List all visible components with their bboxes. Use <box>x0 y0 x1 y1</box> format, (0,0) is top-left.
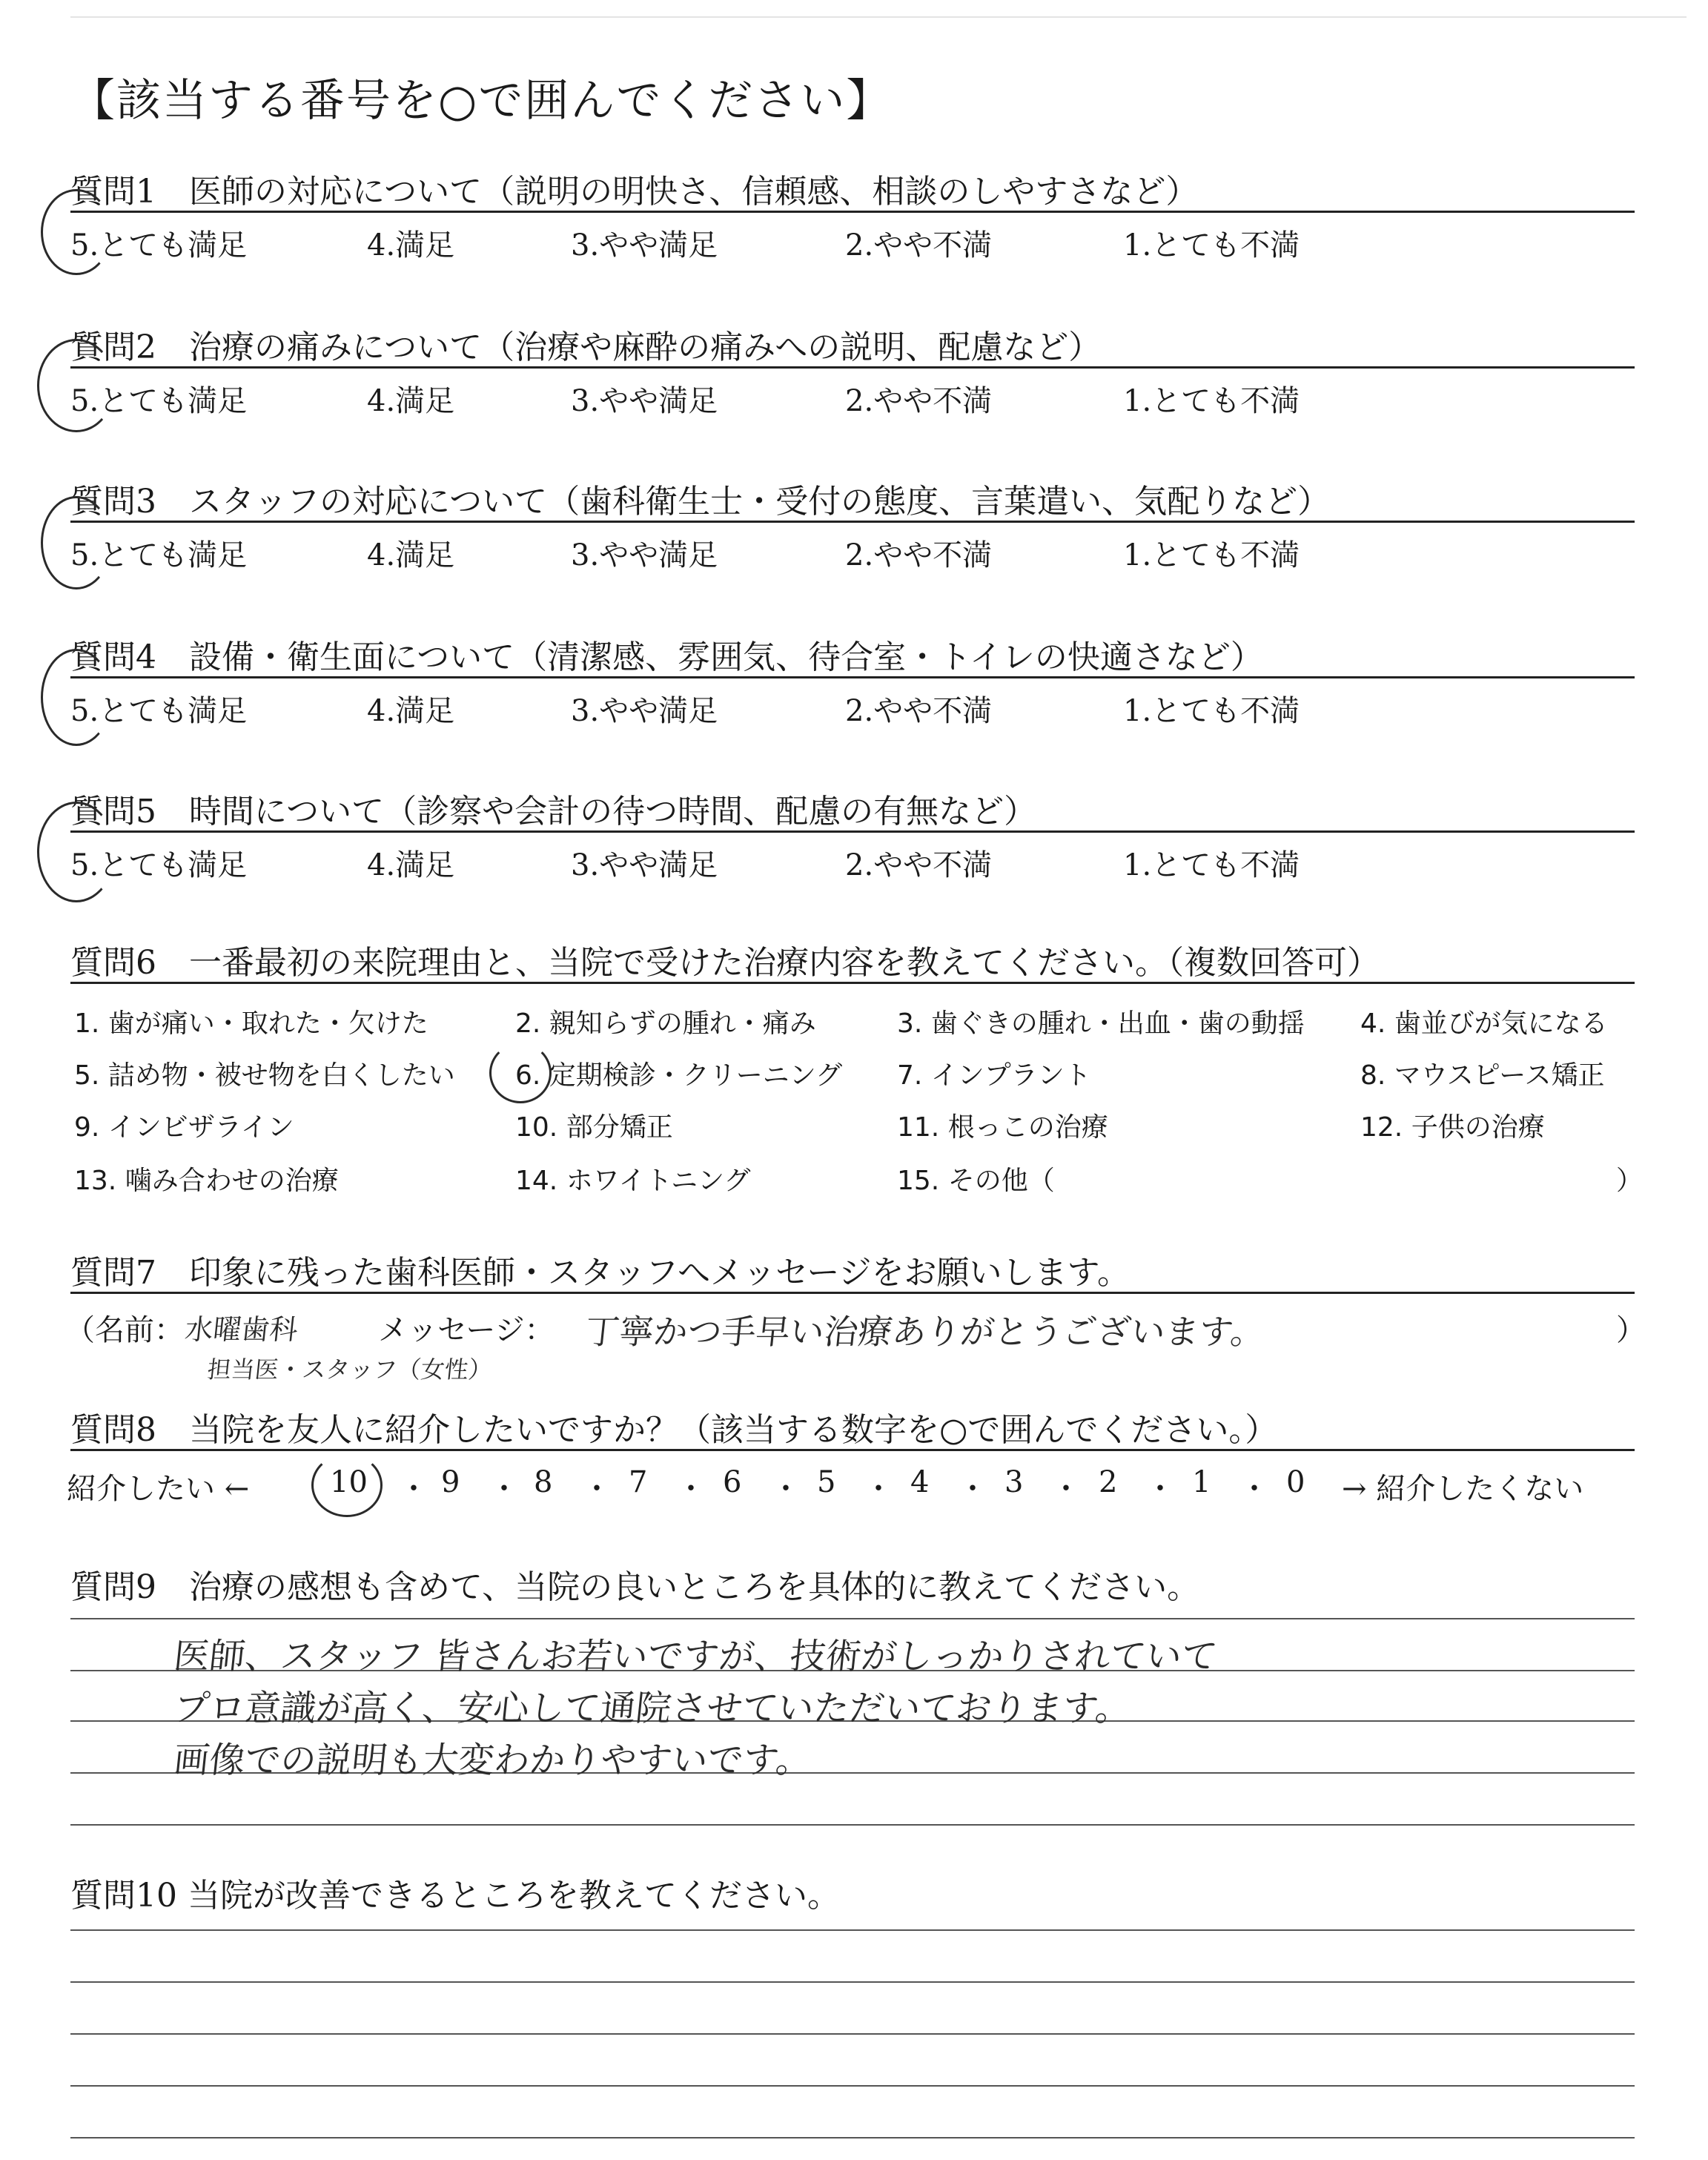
question-3 <box>70 475 1635 575</box>
q8-dot: ・ <box>399 1472 428 1506</box>
question-1-title: 質問1 医師の対応について（説明の明快さ、信頼感、相談のしやすさなど） <box>70 173 1199 211</box>
q5-option-3[interactable]: 3.やや満足 <box>571 848 718 882</box>
q9-answer-text-3[interactable]: 画像での説明も大変わかりやすいです。 <box>171 1740 814 1781</box>
q2-selection-circle <box>37 339 116 432</box>
question-1-options <box>70 213 1635 265</box>
question-10-title: 質問10 当院が改善できるところを教えてください。 <box>70 1877 840 1915</box>
question-4 <box>70 630 1635 730</box>
q8-value-1[interactable]: 1 <box>1192 1465 1211 1499</box>
q8-value-3[interactable]: 3 <box>1004 1465 1024 1499</box>
q3-option-2[interactable]: 2.やや不満 <box>845 538 993 572</box>
q6-option-5[interactable]: 5. 詰め物・被せ物を白くしたい <box>74 1060 455 1091</box>
q8-dot: ・ <box>864 1472 893 1506</box>
q5-option-2[interactable]: 2.やや不満 <box>845 848 993 882</box>
q2-option-5[interactable]: 5.とても満足 <box>70 384 248 418</box>
q8-dot: ・ <box>1051 1472 1081 1506</box>
question-1 <box>70 165 1635 265</box>
q7-name-label: （名前： <box>65 1313 184 1347</box>
q8-dot: ・ <box>582 1472 612 1506</box>
q6-option-3[interactable]: 3. 歯ぐきの腫れ・出血・歯の動揺 <box>897 1008 1305 1039</box>
q9-answer-text-1[interactable]: 医師、スタッフ 皆さんお若いですが、技術がしっかりされていて <box>171 1636 1219 1677</box>
question-6 <box>70 936 1635 984</box>
q5-option-4[interactable]: 4.満足 <box>367 848 455 882</box>
q6-option-12[interactable]: 12. 子供の治療 <box>1360 1112 1545 1143</box>
q4-option-1[interactable]: 1.とても不満 <box>1123 694 1300 728</box>
q9-answer-line <box>70 1824 1635 1826</box>
q2-option-1[interactable]: 1.とても不満 <box>1123 384 1300 418</box>
q8-dot: ・ <box>1145 1472 1175 1506</box>
q2-option-2[interactable]: 2.やや不満 <box>845 384 993 418</box>
question-5-title: 質問5 時間について（診察や会計の待つ時間、配慮の有無など） <box>70 793 1037 830</box>
q7-close-paren: ） <box>1616 1313 1646 1347</box>
q10-answer-line[interactable] <box>70 1929 1635 1931</box>
question-3-options <box>70 523 1635 575</box>
q5-option-5[interactable]: 5.とても満足 <box>70 848 248 882</box>
q4-option-3[interactable]: 3.やや満足 <box>571 694 718 728</box>
question-9 <box>70 1560 1635 1606</box>
q8-selection-circle <box>311 1453 383 1517</box>
q6-option-8[interactable]: 8. マウスピース矯正 <box>1360 1060 1605 1091</box>
q10-answer-line[interactable] <box>70 2033 1635 2035</box>
q8-value-4[interactable]: 4 <box>910 1465 930 1499</box>
question-2-options <box>70 369 1635 420</box>
q6-option-9[interactable]: 9. インビザライン <box>74 1112 294 1143</box>
question-7 <box>70 1246 1635 1294</box>
q8-dot: ・ <box>771 1472 801 1506</box>
q8-value-2[interactable]: 2 <box>1099 1465 1118 1499</box>
q6-option-13[interactable]: 13. 噛み合わせの治療 <box>74 1166 339 1196</box>
q8-dot: ・ <box>958 1472 987 1506</box>
q3-option-5[interactable]: 5.とても満足 <box>70 538 248 572</box>
q6-option-2[interactable]: 2. 親知らずの腫れ・痛み <box>515 1008 816 1039</box>
q6-option-15-close: ） <box>1616 1166 1644 1196</box>
q4-option-4[interactable]: 4.満足 <box>367 694 455 728</box>
question-8 <box>70 1403 1635 1451</box>
q8-value-8[interactable]: 8 <box>534 1465 553 1499</box>
question-3-title: 質問3 スタッフの対応について（歯科衛生士・受付の態度、言葉遣い、気配りなど） <box>70 483 1331 521</box>
question-2 <box>70 320 1635 420</box>
q8-value-0[interactable]: 0 <box>1286 1465 1305 1499</box>
question-5 <box>70 785 1635 885</box>
q4-option-2[interactable]: 2.やや不満 <box>845 694 993 728</box>
q7-name-value[interactable]: 水曜歯科 <box>183 1313 299 1346</box>
q8-right-label: → 紹介したくない <box>1342 1472 1584 1506</box>
question-4-options <box>70 678 1635 730</box>
top-border <box>70 16 1687 18</box>
q8-value-5[interactable]: 5 <box>817 1465 836 1499</box>
question-8-title: 質問8 当院を友人に紹介したいですか？（該当する数字を○で囲んでください。） <box>70 1411 1278 1449</box>
q9-answer-line <box>70 1618 1635 1619</box>
q10-answer-line[interactable] <box>70 2137 1635 2138</box>
q6-option-1[interactable]: 1. 歯が痛い・取れた・欠けた <box>74 1008 428 1039</box>
q2-option-3[interactable]: 3.やや満足 <box>571 384 718 418</box>
q1-option-2[interactable]: 2.やや不満 <box>845 228 993 262</box>
q6-option-6[interactable]: 6. 定期検診・クリーニング <box>515 1060 843 1091</box>
q8-dot: ・ <box>676 1472 706 1506</box>
question-7-title: 質問7 印象に残った歯科医師・スタッフへメッセージをお願いします。 <box>70 1254 1130 1292</box>
page-title: 【該当する番号を○で囲んでください】 <box>70 75 893 127</box>
q5-option-1[interactable]: 1.とても不満 <box>1123 848 1300 882</box>
q7-name-value-2[interactable]: 担当医・スタッフ（女性） <box>205 1355 494 1384</box>
q1-selection-circle <box>41 189 112 275</box>
question-8-rule <box>70 1449 1635 1451</box>
question-4-title: 質問4 設備・衛生面について（清潔感、雰囲気、待合室・トイレの快適さなど） <box>70 638 1263 676</box>
q6-option-7[interactable]: 7. インプラント <box>897 1060 1091 1091</box>
q1-option-1[interactable]: 1.とても不満 <box>1123 228 1300 262</box>
q6-option-15[interactable]: 15. その他（ <box>897 1166 1055 1196</box>
q10-answer-line[interactable] <box>70 2085 1635 2087</box>
q8-dot: ・ <box>489 1472 519 1506</box>
question-6-title: 質問6 一番最初の来院理由と、当院で受けた治療内容を教えてください。（複数回答可） <box>70 944 1380 982</box>
q8-dot: ・ <box>1239 1472 1269 1506</box>
q1-option-3[interactable]: 3.やや満足 <box>571 228 718 262</box>
q1-option-5[interactable]: 5.とても満足 <box>70 228 248 262</box>
question-7-rule <box>70 1292 1635 1294</box>
q9-answer-text-2[interactable]: プロ意識が高く、安心して通院させていただいております。 <box>171 1688 1133 1729</box>
q8-value-7[interactable]: 7 <box>629 1465 648 1499</box>
q4-selection-circle <box>41 649 112 746</box>
q6-selection-circle <box>489 1043 552 1103</box>
q3-selection-circle <box>41 496 112 589</box>
question-9-title: 質問9 治療の感想も含めて、当院の良いところを具体的に教えてください。 <box>70 1568 1200 1606</box>
q6-option-10[interactable]: 10. 部分矯正 <box>515 1112 673 1143</box>
q5-selection-circle <box>37 802 116 902</box>
question-6-rule <box>70 982 1635 984</box>
q8-left-label: 紹介したい ← <box>67 1472 250 1506</box>
question-2-title: 質問2 治療の痛みについて（治療や麻酔の痛みへの説明、配慮など） <box>70 328 1102 366</box>
q1-option-4[interactable]: 4.満足 <box>367 228 455 262</box>
question-10 <box>70 1869 1635 1915</box>
q8-value-6[interactable]: 6 <box>723 1465 742 1499</box>
q8-value-9[interactable]: 9 <box>441 1465 460 1499</box>
q4-option-5[interactable]: 5.とても満足 <box>70 694 248 728</box>
q6-option-11[interactable]: 11. 根っこの治療 <box>897 1112 1108 1143</box>
q3-option-3[interactable]: 3.やや満足 <box>571 538 718 572</box>
q10-answer-line[interactable] <box>70 1981 1635 1983</box>
q6-option-14[interactable]: 14. ホワイトニング <box>515 1166 751 1196</box>
q2-option-4[interactable]: 4.満足 <box>367 384 455 418</box>
q7-message-value[interactable]: 丁寧かつ手早い治療ありがとうございます。 <box>583 1312 1267 1352</box>
q3-option-1[interactable]: 1.とても不満 <box>1123 538 1300 572</box>
q7-message-label: メッセージ： <box>378 1313 555 1347</box>
q6-option-4[interactable]: 4. 歯並びが気になる <box>1360 1008 1608 1039</box>
q3-option-4[interactable]: 4.満足 <box>367 538 455 572</box>
q8-value-10[interactable]: 10 <box>330 1465 368 1499</box>
question-5-options <box>70 833 1635 885</box>
